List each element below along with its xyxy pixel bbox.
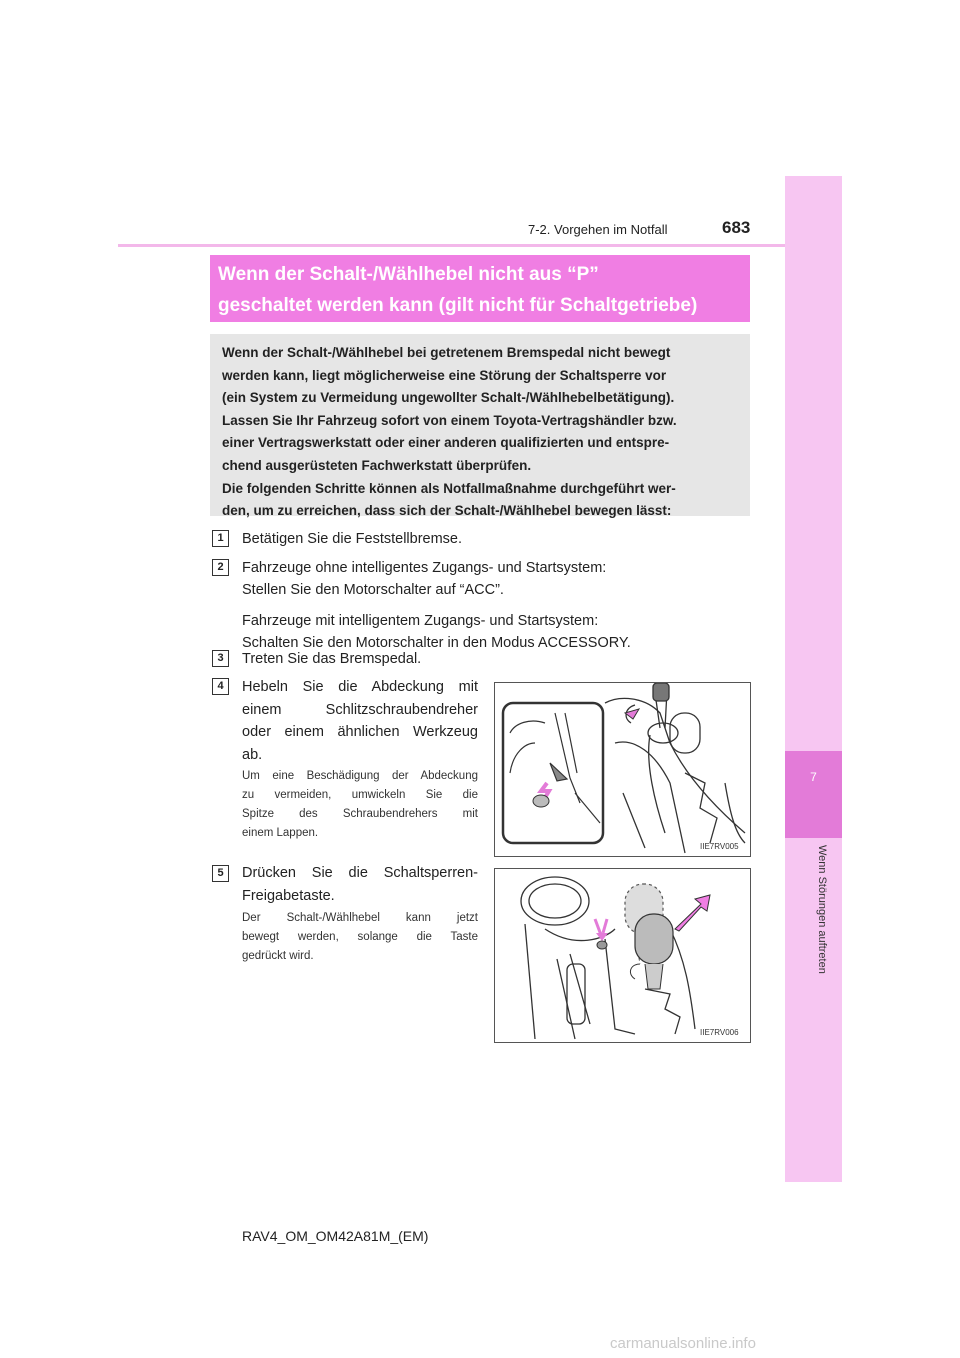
- page-number: 683: [722, 218, 751, 237]
- step-4-text: [242, 676, 478, 766]
- intro-line: den, um zu erreichen, dass sich der Schalt-/Wählhebel bewegen lässt:: [222, 503, 672, 519]
- step-number-4: 4: [212, 678, 229, 695]
- note-line: bewegt werden, solange die Taste: [242, 931, 478, 943]
- step-line: Drücken Sie die Schaltsperren-: [242, 865, 478, 881]
- intro-box: [210, 334, 750, 519]
- note-line: Spitze des Schraubendrehers mit: [242, 808, 478, 820]
- section-title: 7-2. Vorgehen im Notfall: [528, 222, 668, 237]
- figure-press-release-button: [494, 868, 751, 1043]
- step-line: Fahrzeuge mit intelligentem Zugangs- und Startsystem:: [242, 613, 599, 629]
- step-line: Stellen Sie den Motorschalter auf “ACC”.: [242, 582, 504, 598]
- step-line: Hebeln Sie die Abdeckung mit: [242, 679, 478, 695]
- intro-line: einer Vertragswerkstatt oder einer anderen qualifizierten und entspre-: [222, 435, 670, 451]
- step-line: oder einem ähnlichen Werkzeug: [242, 724, 478, 740]
- watermark: carmanualsonline.info: [610, 1335, 756, 1352]
- intro-line: (ein System zu Vermeidung ungewollter Schalt-/Wählhebelbetätigung).: [222, 390, 675, 406]
- header-rule: [118, 244, 785, 247]
- step-line: Treten Sie das Bremspedal.: [242, 651, 422, 667]
- title-line-1: Wenn der Schalt-/Wählhebel nicht aus “P”: [218, 264, 599, 285]
- step-5-note: [242, 909, 478, 966]
- step-3-text: [242, 648, 421, 670]
- step-number-3: 3: [212, 650, 229, 667]
- step-line: Freigabetaste.: [242, 887, 335, 904]
- step-line: Betätigen Sie die Feststellbremse.: [242, 531, 463, 547]
- step-1-text: [242, 528, 462, 550]
- step-line: ab.: [242, 746, 263, 763]
- step-line: Schalten Sie den Motorschalter in den Modus ACCESSORY.: [242, 635, 631, 651]
- intro-line: werden kann, liegt möglicherweise eine Störung der Schaltsperre vor: [222, 367, 667, 383]
- step-number-5: 5: [212, 865, 229, 882]
- shift-lever-cover-illustration: [495, 683, 750, 856]
- document-code: RAV4_OM_OM42A81M_(EM): [242, 1228, 429, 1244]
- chapter-side-tab: [785, 176, 842, 1182]
- note-line: einem Lappen.: [242, 827, 319, 839]
- figure-code: IIE7RV006: [700, 1028, 739, 1037]
- note-line: Der Schalt-/Wählhebel kann jetzt: [242, 912, 478, 924]
- step-2-text: [242, 557, 631, 654]
- chapter-number: 7: [810, 770, 817, 784]
- title-box: [210, 255, 750, 322]
- step-number-2: 2: [212, 559, 229, 576]
- intro-line: Die folgenden Schritte können als Notfallmaßnahme durchgeführt wer-: [222, 480, 676, 496]
- chapter-label: Wenn Störungen auftreten: [816, 845, 828, 974]
- figure-code: IIE7RV005: [700, 842, 739, 851]
- note-line: gedrückt wird.: [242, 950, 314, 962]
- note-line: zu vermeiden, umwickeln Sie die: [242, 789, 478, 801]
- shift-lock-release-illustration: [495, 869, 750, 1042]
- chapter-side-tab-active: [785, 751, 842, 838]
- step-line: Fahrzeuge ohne intelligentes Zugangs- und Startsystem:: [242, 560, 607, 576]
- note-line: Um eine Beschädigung der Abdeckung: [242, 770, 478, 782]
- figure-remove-cover: [494, 682, 751, 857]
- intro-line: Lassen Sie Ihr Fahrzeug sofort von einem Toyota-Vertragshändler bzw.: [222, 412, 677, 428]
- step-line: einem Schlitzschraubendreher: [242, 701, 478, 718]
- step-number-1: 1: [212, 530, 229, 547]
- intro-line: Wenn der Schalt-/Wählhebel bei getretenem Bremspedal nicht bewegt: [222, 345, 671, 360]
- title-line-2: geschaltet werden kann (gilt nicht für Schaltgetriebe): [218, 295, 698, 316]
- step-4-note: [242, 767, 478, 843]
- intro-line: chend ausgerüsteten Fachwerkstatt überprüfen.: [222, 457, 532, 473]
- step-5-text: [242, 862, 478, 907]
